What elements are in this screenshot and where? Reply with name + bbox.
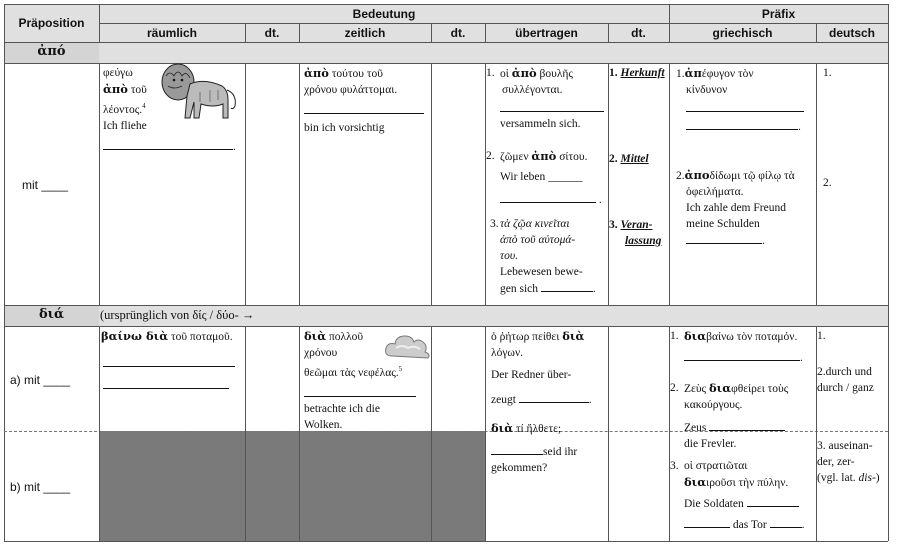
empty-shaded-area [99,431,485,541]
answer-blank[interactable] [747,495,799,507]
apo-griechisch-text: 1.ἀπέφυγον τὸν κίνδυνον . 2.ἀποδίδωμι τῷ φίλῳ τὰ ὀφειλήματα. Ich zahle dem Freund meine Schulden . [676,65,816,249]
apo-label: ἀπό [37,44,66,59]
apo-deutsch-d2: 2. [823,177,832,189]
dia-a-mit-blank[interactable]: a) mit ____ [10,373,71,387]
answer-blank[interactable] [709,419,785,431]
dia-griechisch-text: 1. διαβαίνω τὸν ποταμόν. . 2. Ζεὺς διαφθείρει τοὺς κακούργους. Zeus die Frevler. 3. οἱ στρατιῶται διαιροῦσι τὴν πύλην. Die Soldaten das Tor . [670,329,805,531]
col-dt-1: dt. [264,26,280,40]
apo-mit-blank[interactable]: mit ____ [22,178,69,192]
answer-blank[interactable] [686,110,804,112]
answer-blank[interactable] [103,138,233,150]
dia-zeitlich-text: διὰ πολλοῦ χρόνου θεῶμαι τὰς νεφέλας.$^5$ betrachte ich die Wolken. [304,328,430,433]
apo-dt-text: 1. Herkunft 2. Mittel 3. Veran- lassung [609,67,665,247]
apo-uebertragen-text: 1. οἱ ἀπὸ βουλῆς συλλέγονται. versammeln sich. 2. ζῶμεν ἀπὸ σίτου. Wir leben ______ . 3. τὰ ζῷα κινεῖται ἀπὸ τοῦ αὐτομά- του. Lebewesen bewe- gen sich . [486,65,607,297]
header-praefix: Präfix [761,7,796,21]
apo-zeitlich-text: ἀπὸ τούτου τοῦ χρόνου φυλάττομαι. bin ich vorsichtig [304,65,429,136]
lion-illustration [160,62,240,120]
apo-raeumlich-text: φεύγω ἀπὸ τοῦ λέοντος.$^4$ Ich fliehe . [103,67,236,153]
apo-deutsch-d1: 1. [823,67,832,79]
dia-deutsch-text: 1. 2.durch und durch / ganz 3. auseinan- der, zer- (vgl. lat. dis-) [817,330,880,484]
answer-blank[interactable] [686,118,798,130]
answer-blank[interactable] [541,280,593,292]
col-uebertragen: übertragen [515,26,578,40]
dia-label: διά [39,307,64,322]
apo-section-row [4,42,888,63]
dia-uebertragen-text: ὁ ῥήτωρ πείθει διὰ λόγων. Der Redner über- zeugt . διὰ τί ἤλθετε; seid ihr gekommen? [491,329,592,474]
answer-blank[interactable] [519,391,589,403]
header-praeposition: Präposition [18,16,85,30]
answer-blank[interactable] [770,516,802,528]
dia-raeumlich-text: βαίνω διὰ τοῦ ποταμοῦ. [101,328,244,389]
col-raeumlich: räumlich [146,26,197,40]
answer-blank[interactable] [103,365,235,367]
answer-blank[interactable] [500,110,604,112]
answer-blank[interactable] [684,516,730,528]
col-dt-2: dt. [450,26,466,40]
answer-blank[interactable] [103,387,229,389]
cloud-illustration [384,330,432,360]
dia-b-mit-blank[interactable]: b) mit ____ [10,480,71,494]
answer-blank[interactable] [684,349,800,361]
col-zeitlich: zeitlich [344,26,386,40]
col-dt-3: dt. [631,26,646,40]
answer-blank[interactable] [304,112,424,114]
dia-note: (ursprünglich von δίς / δύο- → [100,308,255,322]
col-deutsch: deutsch [828,26,875,40]
answer-blank[interactable] [491,443,543,455]
answer-blank[interactable] [686,232,762,244]
col-griechisch: griechisch [712,26,773,40]
answer-blank[interactable] [304,395,416,397]
header-bedeutung: Bedeutung [352,7,416,21]
answer-blank[interactable] [500,191,596,203]
